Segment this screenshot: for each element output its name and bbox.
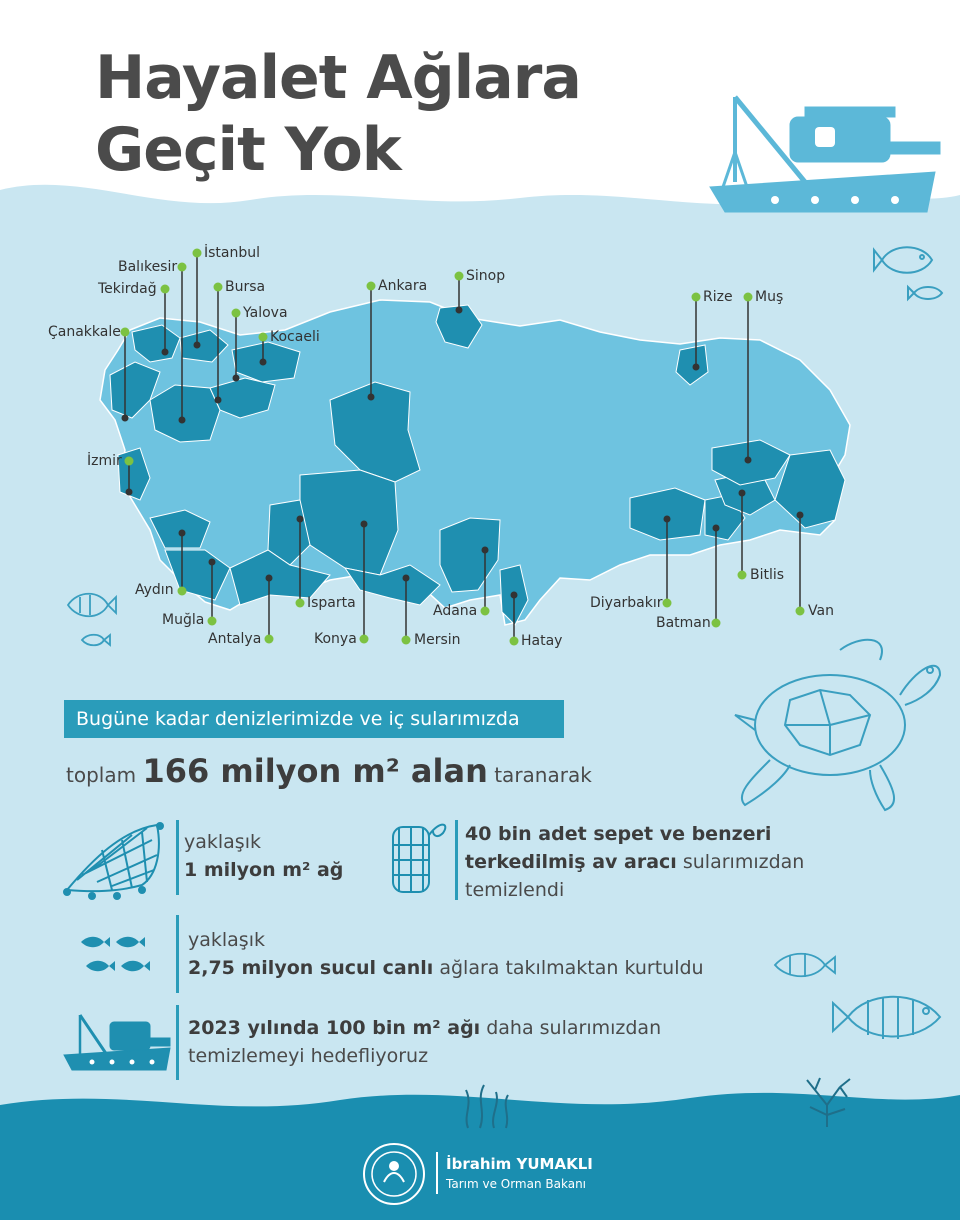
city-label-hatay: Hatay [521, 633, 563, 649]
stat-goal [188, 1014, 661, 1070]
city-label-diyarbakir: Diyarbakır [590, 595, 663, 611]
stat-goal-line2: temizlemeyi hedefliyoruz [188, 1045, 429, 1067]
stat-goal-rest: daha sularımızdan [480, 1017, 662, 1039]
fish-trap-icon [385, 815, 450, 900]
stat-net [184, 828, 343, 884]
city-label-antalya: Antalya [208, 631, 262, 647]
clownfish-icon [770, 945, 840, 985]
stat-fish [188, 926, 704, 982]
city-label-mugla: Muğla [162, 612, 205, 628]
divider-line [176, 915, 179, 993]
divider-line [176, 820, 179, 895]
total-prefix: toplam [66, 763, 137, 787]
city-label-canakkale: Çanakkale [48, 324, 121, 340]
tropical-fish-icon [828, 985, 948, 1050]
stat-fish-rest: ağlara takılmaktan kurtuldu [433, 957, 704, 979]
city-label-bitlis: Bitlis [750, 567, 785, 583]
stat-basket-value: 40 bin adet sepet ve benzeri [465, 823, 772, 845]
fishing-net-icon [62, 820, 167, 900]
title-line-1: Hayalet Ağlara [95, 43, 581, 113]
stat-basket [465, 820, 804, 904]
city-label-sinop: Sinop [466, 268, 506, 284]
clownfish-icon [60, 585, 120, 655]
city-label-konya: Konya [314, 631, 357, 647]
stat-goal-value: 2023 yılında 100 bin m² ağı [188, 1017, 481, 1039]
total-amount: 166 milyon m² alan [142, 752, 488, 790]
total-suffix: taranarak [494, 763, 592, 787]
city-label-yalova: Yalova [243, 305, 288, 321]
stat-net-value: 1 milyon m² ağ [184, 859, 344, 881]
footer-minister-role: Tarım ve Orman Bakanı [446, 1177, 587, 1191]
divider-line [455, 820, 458, 900]
sea-turtle-icon [730, 630, 950, 815]
city-label-mus: Muş [755, 289, 784, 305]
stat-basket-rest: sularımızdan [676, 851, 805, 873]
ministry-seal-icon [362, 1142, 426, 1206]
city-label-kocaeli: Kocaeli [270, 329, 320, 345]
divider-line [176, 1005, 179, 1080]
city-label-izmir: İzmir [87, 453, 122, 469]
stat-net-label: yaklaşık [184, 831, 261, 853]
city-label-bursa: Bursa [225, 279, 266, 295]
footer-minister-name: İbrahim YUMAKLI [446, 1155, 593, 1173]
city-label-batman: Batman [656, 615, 711, 631]
city-label-balikesir: Balıkesir [118, 259, 178, 275]
city-label-isparta: Isparta [307, 595, 356, 611]
city-label-adana: Adana [433, 603, 478, 619]
city-label-aydin: Aydın [135, 582, 174, 598]
fish-school-icon [76, 930, 161, 980]
intro-banner: Bugüne kadar denizlerimizde ve iç sularımızda [64, 700, 564, 738]
seaweed-icon [458, 1080, 518, 1130]
city-label-tekirdag: Tekirdağ [98, 281, 157, 297]
total-area-line [66, 752, 592, 790]
stat-fish-label: yaklaşık [188, 929, 265, 951]
city-label-ankara: Ankara [378, 278, 428, 294]
city-label-istanbul: İstanbul [204, 245, 261, 261]
stat-basket-line3: temizlendi [465, 879, 565, 901]
city-label-rize: Rize [703, 289, 733, 305]
stat-fish-value: 2,75 milyon sucul canlı [188, 957, 434, 979]
city-label-mersin: Mersin [414, 632, 461, 648]
stat-basket-item: terkedilmiş av aracı [465, 851, 677, 873]
coral-icon [795, 1075, 860, 1130]
boat-icon [62, 1010, 172, 1075]
footer-divider [436, 1152, 438, 1194]
title-line-2: Geçit Yok [95, 115, 401, 185]
city-label-van: Van [808, 603, 834, 619]
